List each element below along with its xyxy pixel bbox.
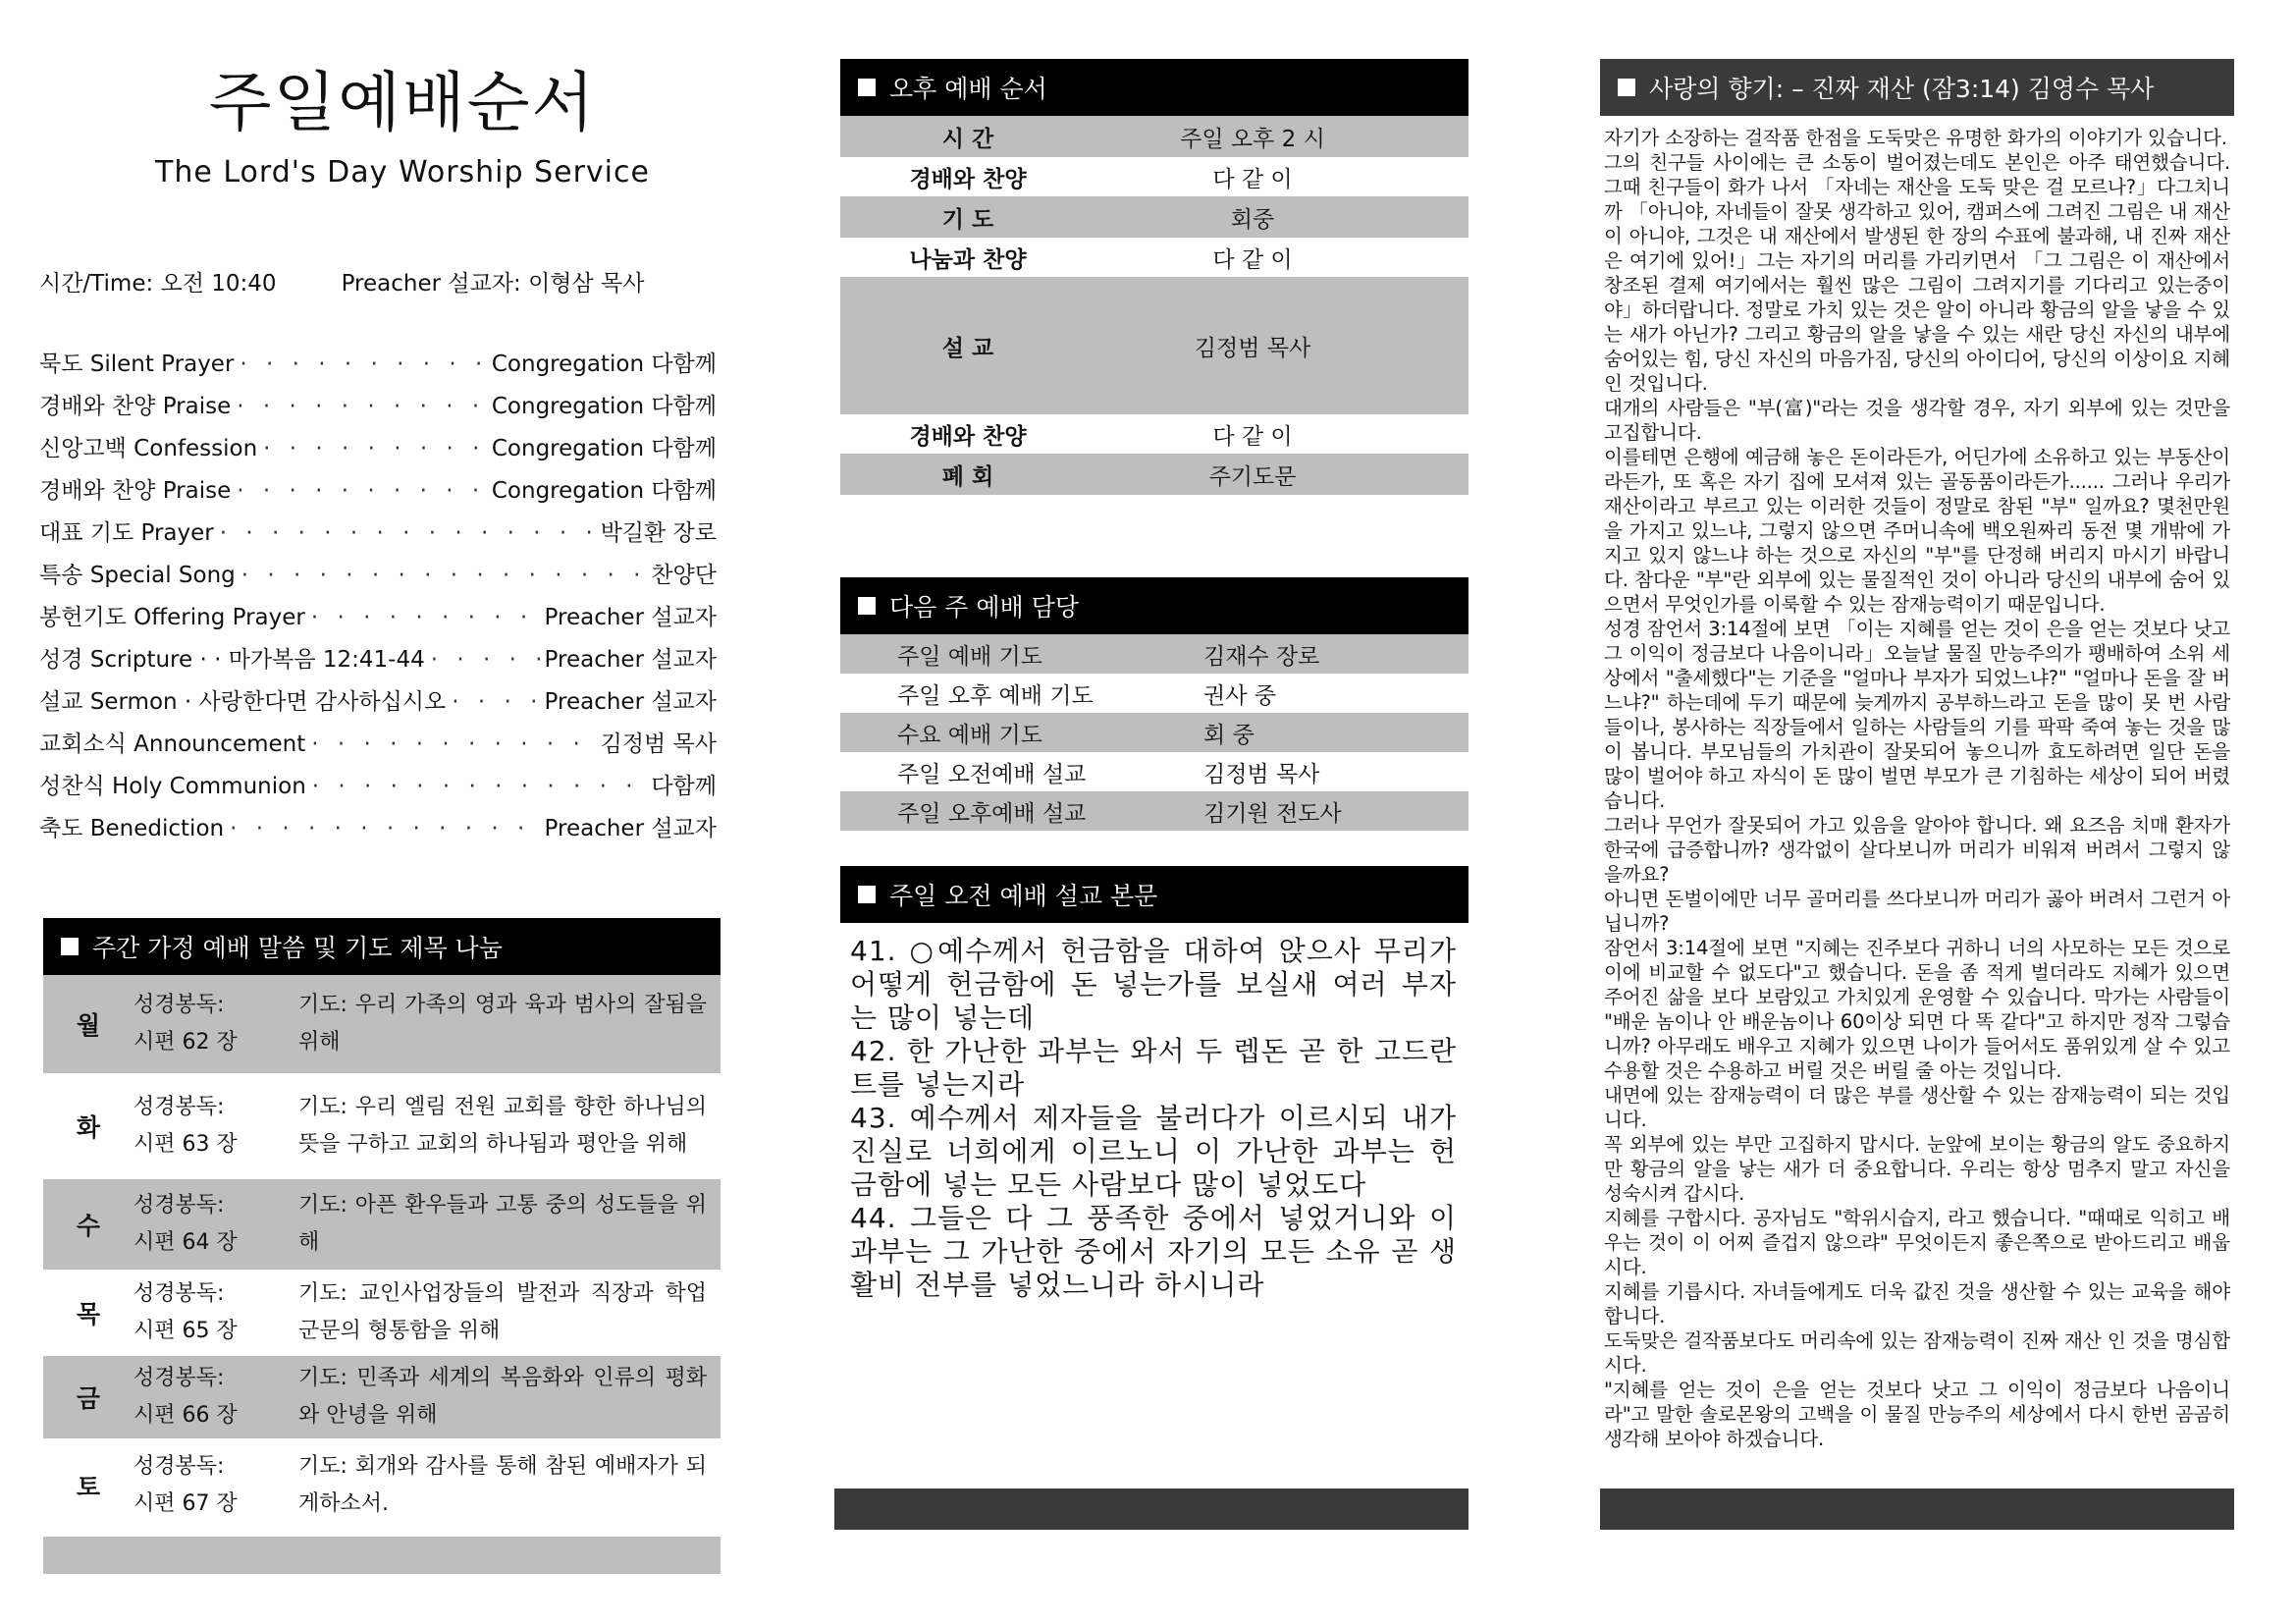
order-item-name: 교회소식 Announcement xyxy=(39,731,306,757)
next-week-row xyxy=(840,634,1468,674)
essay-paragraph: 도둑맞은 걸작품보다도 머리속에 있는 잠재능력이 진짜 재산 인 것을 명심합시다. xyxy=(1604,1329,2230,1377)
next-week-role: 수요 예배 기도 xyxy=(897,722,1042,748)
leader-dots xyxy=(257,436,492,461)
essay-paragraph: 자기가 소장하는 걸작품 한점을 도둑맞은 유명한 화가의 이야기가 있습니다. xyxy=(1604,127,2227,149)
weekly-row xyxy=(43,1438,721,1533)
order-item xyxy=(39,346,717,388)
service-time: 시간/Time: 오전 10:40 xyxy=(39,271,277,297)
weekly-row xyxy=(43,1179,721,1270)
weekly-day: 월 xyxy=(76,1011,101,1040)
essay-paragraph: 잠언서 3:14절에 보면 "지혜는 진주보다 귀하니 너의 사모하는 모든 것으로 이에 비교할 수 없도다"고 했습니다. 돈을 좀 적게 벌더라도 지혜가 있으면 주어진 삶을 보다 보람있고 가치있게 운영할 수 있습니다. 막가는 사람들이 "배운 놈이나 안 배운놈이나 60이상 되면 다 똑 같다"고 하지만 정작 그렇습니까? 아무래도 배우고 지혜가 있으면 나이가 들어서도 품위있게 살 수 있고 수용할 것은 수용하고 버릴 것은 버릴 줄 아는 것입니다. xyxy=(1604,937,2230,1082)
afternoon-row xyxy=(840,116,1468,157)
weekly-devotion-table xyxy=(43,918,721,1574)
weekly-day: 수 xyxy=(76,1212,101,1240)
weekly-bible-label: 성경봉독: xyxy=(133,1454,225,1479)
next-week-row xyxy=(840,791,1468,831)
service-info xyxy=(39,265,726,298)
next-week-row xyxy=(840,713,1468,752)
weekly-bible xyxy=(133,1360,298,1435)
order-item-name: 봉헌기도 Offering Prayer xyxy=(39,605,305,630)
weekly-bible-label: 성경봉독: xyxy=(133,1193,225,1218)
afternoon-row-label: 경배와 찬양 xyxy=(909,166,1027,192)
afternoon-row xyxy=(840,157,1468,196)
order-item xyxy=(39,557,717,599)
column-footer-bar xyxy=(834,1489,1468,1530)
square-bullet-icon xyxy=(1618,79,1635,96)
order-item-leader: Preacher 설교자 xyxy=(544,605,717,630)
page-title: 주일예배순서 xyxy=(208,65,597,140)
weekly-prayer: 기도: 아픈 환우들과 고통 중의 성도들을 위해 xyxy=(298,1193,707,1255)
next-week-role: 주일 오후예배 설교 xyxy=(897,800,1087,827)
weekly-bible xyxy=(133,1089,298,1164)
order-item-name: 축도 Benediction xyxy=(39,816,225,841)
leader-dots xyxy=(446,689,544,715)
weekly-bible-label: 성경봉독: xyxy=(133,1095,225,1119)
leader-dots xyxy=(234,352,491,377)
square-bullet-icon xyxy=(858,597,876,615)
weekly-day: 목 xyxy=(76,1300,101,1328)
next-week-row xyxy=(840,752,1468,791)
next-week-role: 주일 오후 예배 기도 xyxy=(897,682,1094,709)
afternoon-row-label: 기 도 xyxy=(941,206,994,233)
order-item xyxy=(39,810,717,852)
order-item-leader: 찬양단 xyxy=(651,563,717,588)
leader-dots xyxy=(306,774,652,799)
afternoon-row-value: 주일 오후 2 시 xyxy=(1180,126,1325,152)
next-week-header xyxy=(840,577,1468,634)
order-item-name: 성찬식 Holy Communion xyxy=(39,774,306,799)
square-bullet-icon xyxy=(61,938,79,955)
order-item-leader: Congregation 다함께 xyxy=(491,436,717,461)
leader-dots xyxy=(305,731,600,757)
weekly-bible xyxy=(133,1448,298,1523)
weekly-bible xyxy=(133,1187,298,1262)
square-bullet-icon xyxy=(858,886,876,903)
next-week-role: 주일 예배 기도 xyxy=(897,643,1042,670)
leader-dots xyxy=(231,394,492,419)
order-item-leader: 김정범 목사 xyxy=(600,731,717,757)
weekly-prayer: 기도: 우리 가족의 영과 육과 범사의 잘됨을 위해 xyxy=(298,993,707,1055)
leader-dots xyxy=(231,478,492,504)
order-item-leader: 다함께 xyxy=(651,774,717,799)
order-item-name: 대표 기도 Prayer xyxy=(39,520,214,546)
afternoon-row xyxy=(840,454,1468,495)
weekly-prayer: 기도: 우리 엘림 전원 교회를 향한 하나님의 뜻을 구하고 교회의 하나됨과 평안을 위해 xyxy=(298,1095,707,1157)
order-item-name: 경배와 찬양 Praise xyxy=(39,394,232,419)
weekly-bible-ref: 시편 65 장 xyxy=(133,1319,238,1343)
order-item xyxy=(39,388,717,430)
order-item-name: 성경 Scripture · · 마가복음 12:41-44 xyxy=(39,647,425,673)
afternoon-row xyxy=(840,277,1468,414)
order-item-leader: Congregation 다함께 xyxy=(491,352,717,377)
weekly-prayer: 기도: 교인사업장들의 발전과 직장과 학업 군문의 형통함을 위해 xyxy=(298,1281,707,1343)
order-item xyxy=(39,768,717,810)
sermon-text-header xyxy=(840,866,1468,923)
leader-dots xyxy=(236,563,652,588)
essay-header xyxy=(1600,59,2234,116)
leader-dots xyxy=(425,647,545,673)
afternoon-header-label: 오후 예배 순서 xyxy=(889,75,1047,103)
order-item-name: 신앙고백 Confession xyxy=(39,436,258,461)
worship-order-column xyxy=(39,59,726,1516)
weekly-bible xyxy=(133,1275,298,1350)
essay-body xyxy=(1600,116,2234,1451)
sermon-text-header-label: 주일 오전 예배 설교 본문 xyxy=(889,882,1158,910)
leader-dots xyxy=(214,520,601,546)
afternoon-row-value: 다 같 이 xyxy=(1212,423,1293,450)
order-item xyxy=(39,599,717,641)
leader-dots xyxy=(305,605,545,630)
order-item-leader: Preacher 설교자 xyxy=(544,689,717,715)
weekly-day: 화 xyxy=(76,1113,101,1142)
next-week-row xyxy=(840,674,1468,713)
weekly-bible-ref: 시편 64 장 xyxy=(133,1230,238,1255)
weekly-bible-ref: 시편 67 장 xyxy=(133,1491,238,1516)
weekly-bible-ref: 시편 62 장 xyxy=(133,1030,238,1055)
next-week-role: 주일 오전예배 설교 xyxy=(897,761,1087,787)
order-item-leader: 박길환 장로 xyxy=(600,520,717,546)
essay-paragraph: 아니면 돈벌이에만 너무 골머리를 쓰다보니까 머리가 곯아 버려서 그런거 아닙니까? xyxy=(1604,888,2230,935)
essay-paragraph: 그의 친구들 사이에는 큰 소동이 벌어졌는데도 본인은 아주 태연했습니다. 그때 친구들이 화가 나서 「자네는 재산을 도둑 맞은 걸 모르나?」다그치니까 「아니야, 자네들이 잘못 생각하고 있어, 캠퍼스에 그려진 그림은 내 재산이 아니야, 그것은 내 재산에서 발생된 한 장의 수표에 불과해, 내 진짜 재산은 여기에 있어!」그는 자기의 머리를 가리키면서 「그 그림은 이 재산에서 창조된 결제 여기에서는 훨씬 많은 그림이 그려지기를 기다리고 있는중이야」하더랍니다. 정말로 가치 있는 것은 알이 아니라 황금의 알을 낳을 수 있는 새가 아닌가? 그리고 황금의 알을 낳을 수 있는 새란 당신 자신의 내부에 숨어있는 힘, 당신 자신의 마음가짐, 당신의 아이디어, 당신의 이상이요 지혜인 것입니다. xyxy=(1604,151,2230,395)
afternoon-row xyxy=(840,238,1468,277)
afternoon-row xyxy=(840,414,1468,454)
essay-header-label: 사랑의 향기: – 진짜 재산 (잠3:14) 김영수 목사 xyxy=(1649,75,2155,103)
order-item-name: 설교 Sermon · 사랑한다면 감사하십시오 xyxy=(39,689,447,715)
essay-paragraph: 그러나 무언가 잘못되어 가고 있음을 알아야 합니다. 왜 요즈음 치매 환자가 한국에 급증합니까? 생각없이 살다보니까 머리가 비워져 버려서 그렇지 않을까요? xyxy=(1604,814,2230,886)
next-week-person: 회 중 xyxy=(1203,722,1255,748)
order-item xyxy=(39,430,717,472)
order-item-leader: Preacher 설교자 xyxy=(544,816,717,841)
order-item xyxy=(39,514,717,557)
weekly-bible-label: 성경봉독: xyxy=(133,993,225,1017)
order-item xyxy=(39,683,717,726)
afternoon-header xyxy=(840,59,1468,116)
weekly-row xyxy=(43,1073,721,1179)
weekly-footer-bar xyxy=(43,1537,721,1574)
order-item-name: 특송 Special Song xyxy=(39,563,236,588)
essay-paragraph: 이를테면 은행에 예금해 놓은 돈이라든가, 어딘가에 소유하고 있는 부동산이라든가, 또 혹은 자기 집에 모셔져 있는 골동품이라든가...... 그러나 우리가 재산이라고 부르고 있는 이러한 것들이 정말로 참된 "부" 일까요? 몇천만원을 가지고 있느냐, 그렇지 않으면 주머니속에 백오원짜리 동전 몇 개밖에 가지고 있지 않느냐 하는 것으로 자신의 "부"를 단정해 버리지 마시기 바랍니다. 참다운 "부"란 외부에 있는 물질적인 것이 아니라 당신의 내부에 숨어 있으면서 무엇인가를 이룩할 수 있는 잠재능력이기 때문입니다. xyxy=(1604,446,2230,616)
essay-paragraph: 지혜를 기릅시다. 자녀들에게도 더욱 값진 것을 생산할 수 있는 교육을 해야 합니다. xyxy=(1604,1280,2230,1327)
order-item xyxy=(39,726,717,768)
essay-paragraph: "지혜를 얻는 것이 은을 얻는 것보다 낫고 그 이익이 정금보다 나음이니라"고 말한 솔로몬왕의 고백을 이 물질 만능주의 세상에서 다시 한번 곰곰히 생각해 보아야 하겠습니다. xyxy=(1604,1379,2230,1450)
order-item-name: 경배와 찬양 Praise xyxy=(39,478,232,504)
weekly-header-label: 주간 가정 예배 말씀 및 기도 제목 나눔 xyxy=(92,934,503,962)
weekly-row xyxy=(43,1270,721,1356)
weekly-row xyxy=(43,975,721,1073)
weekly-bible-ref: 시편 63 장 xyxy=(133,1132,238,1157)
afternoon-row-value: 주기도문 xyxy=(1208,463,1297,490)
afternoon-row xyxy=(840,196,1468,238)
scripture-verse: 44. 그들은 다 그 풍족한 중에서 넣었거니와 이 과부는 그 가난한 중에서 자기의 모든 소유 곧 생활비 전부를 넣었느니라 하시니라 xyxy=(850,1202,1457,1301)
order-item-name: 묵도 Silent Prayer xyxy=(39,352,235,377)
afternoon-row-label: 시 간 xyxy=(941,126,994,152)
scripture-verse: 43. 예수께서 제자들을 불러다가 이르시되 내가 진실로 너희에게 이르노니 이 가난한 과부는 헌금함에 넣는 모든 사람보다 많이 넣었도다 xyxy=(850,1102,1457,1201)
essay-column xyxy=(1600,59,2234,1451)
weekly-bible-label: 성경봉독: xyxy=(133,1366,225,1390)
weekly-prayer: 기도: 민족과 세계의 복음화와 인류의 평화와 안녕을 위해 xyxy=(298,1366,707,1428)
order-item-leader: Congregation 다함께 xyxy=(491,478,717,504)
order-item-leader: Preacher 설교자 xyxy=(544,647,717,673)
order-item-leader: Congregation 다함께 xyxy=(491,394,717,419)
weekly-bible xyxy=(133,987,298,1061)
order-item xyxy=(39,472,717,514)
afternoon-row-value: 다 같 이 xyxy=(1212,166,1293,192)
essay-paragraph: 대개의 사람들은 "부(富)"라는 것을 생각할 경우, 자기 외부에 있는 것만을 고집합니다. xyxy=(1604,397,2230,444)
page-subtitle: The Lord's Day Worship Service xyxy=(155,155,650,189)
weekly-bible-label: 성경봉독: xyxy=(133,1281,225,1306)
essay-paragraph: 성경 잠언서 3:14절에 보면 「이는 지혜를 얻는 것이 은을 얻는 것보다 낫고 그 이익이 정금보다 나음이니라」오늘날 물질 만능주의가 팽배하여 소위 세상에서 "출세했다"는 기준을 "얼마나 부자가 되었느냐?" "얼마나 돈을 잘 버느냐?" 하는데에 두기 때문에 늦게까지 공부하느라고 돈을 많이 못 번 사람들이나, 봉사하는 직장들에서 일하는 사람들의 기를 팍팍 죽여 놓는 것을 많이 봅니다. 부모님들의 가치관이 잘못되어 놓으니까 효도하려면 일단 돈을 많이 벌어야 하고 자식이 돈 많이 벌면 부모가 큰 기침하는 세상이 되어 버렸습니다. xyxy=(1604,618,2230,812)
afternoon-row-label: 설 교 xyxy=(941,335,994,361)
afternoon-row-label: 나눔과 찬양 xyxy=(909,246,1027,273)
worship-order-list xyxy=(39,346,717,852)
weekly-day: 토 xyxy=(76,1473,101,1501)
next-week-person: 김재수 장로 xyxy=(1203,643,1320,670)
square-bullet-icon xyxy=(858,79,876,96)
essay-paragraph: 내면에 있는 잠재능력이 더 많은 부를 생산할 수 있는 잠재능력이 되는 것입니다. xyxy=(1604,1084,2230,1131)
weekly-prayer: 기도: 회개와 감사를 통해 참된 예배자가 되게하소서. xyxy=(298,1454,707,1516)
essay-paragraph: 꼭 외부에 있는 부만 고집하지 맙시다. 눈앞에 보이는 황금의 알도 중요하지만 황금의 알을 낳는 새가 더 중요합니다. 우리는 항상 멈추지 말고 자신을 성숙시켜 갑시다. xyxy=(1604,1133,2230,1205)
afternoon-row-value: 김정범 목사 xyxy=(1194,335,1311,361)
afternoon-row-label: 경배와 찬양 xyxy=(909,423,1027,450)
afternoon-row-value: 회중 xyxy=(1230,206,1275,233)
leader-dots xyxy=(224,816,544,841)
column-footer-bar xyxy=(1600,1489,2234,1530)
weekly-day: 금 xyxy=(76,1384,101,1413)
next-week-person: 김기원 전도사 xyxy=(1203,800,1342,827)
next-week-person: 김정범 목사 xyxy=(1203,761,1320,787)
essay-paragraph: 지혜를 구합시다. 공자님도 "학위시습지, 라고 했습니다. "때때로 익히고 배우는 것이 이 어찌 즐겁지 않으랴" 무엇이든지 좋은쪽으로 받아드리고 배웁시다. xyxy=(1604,1207,2230,1278)
weekly-row xyxy=(43,1356,721,1438)
weekly-header xyxy=(43,918,721,975)
afternoon-row-label: 폐 회 xyxy=(941,463,994,490)
afternoon-column xyxy=(840,59,1468,1302)
next-week-header-label: 다음 주 예배 담당 xyxy=(889,593,1079,622)
weekly-bible-ref: 시편 66 장 xyxy=(133,1403,238,1428)
scripture-verse: 42. 한 가난한 과부는 와서 두 렙돈 곧 한 고드란트를 넣는지라 xyxy=(850,1035,1457,1101)
scripture-verse: 41. ○예수께서 헌금함을 대하여 앉으사 무리가 어떻게 헌금함에 돈 넣는가를 보실새 여러 부자는 많이 넣는데 xyxy=(850,935,1457,1034)
order-item xyxy=(39,641,717,683)
sermon-scripture xyxy=(840,923,1468,1302)
afternoon-row-value: 다 같 이 xyxy=(1212,246,1293,273)
service-preacher: Preacher 설교자: 이형삼 목사 xyxy=(341,271,645,297)
next-week-person: 권사 중 xyxy=(1203,682,1276,709)
